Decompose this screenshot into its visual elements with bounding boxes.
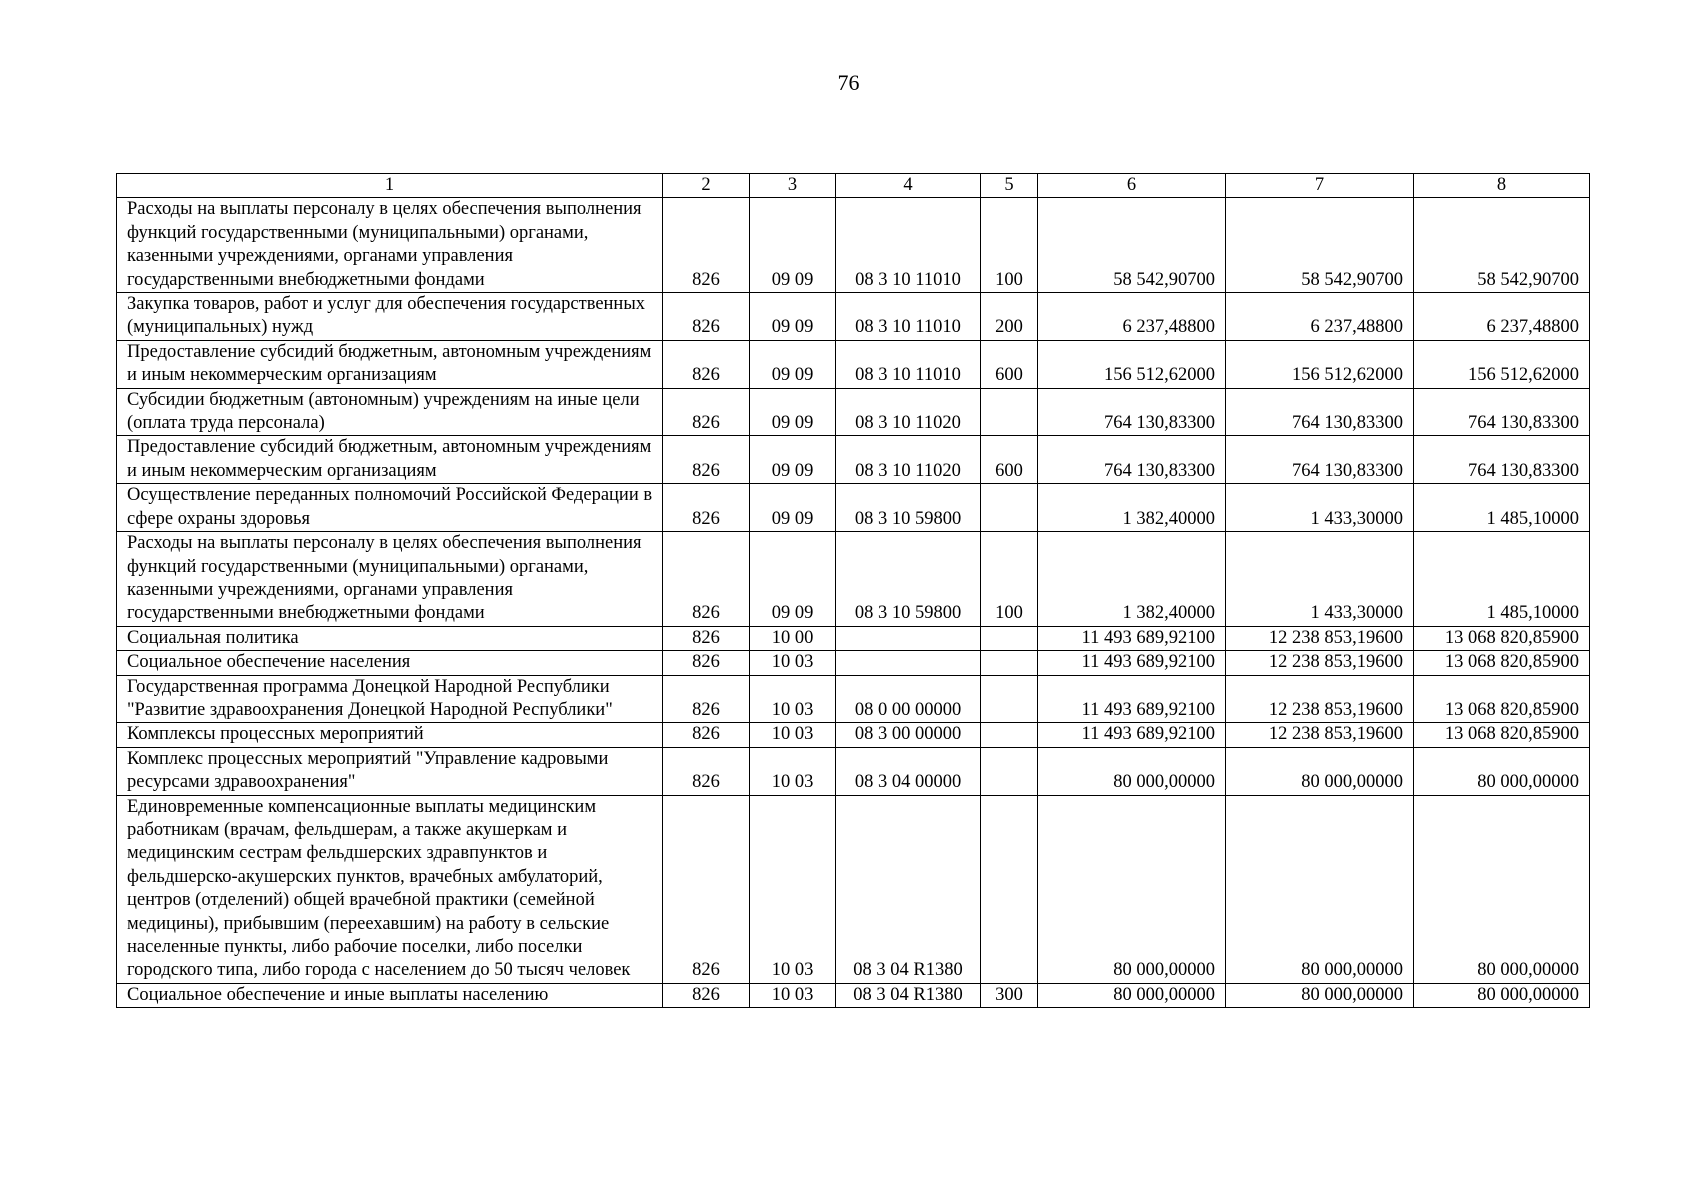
cell-col-6: 58 542,90700 <box>1038 198 1226 293</box>
table-row <box>117 651 1590 675</box>
cell-col-3: 09 09 <box>750 340 836 388</box>
cell-col-3: 09 09 <box>750 484 836 532</box>
cell-col-4: 08 3 10 11010 <box>836 198 981 293</box>
col-header-5: 5 <box>981 174 1038 198</box>
cell-col-6: 156 512,62000 <box>1038 340 1226 388</box>
cell-col-2: 826 <box>663 626 750 650</box>
col-header-6: 6 <box>1038 174 1226 198</box>
cell-col-5 <box>981 484 1038 532</box>
cell-col-3: 09 09 <box>750 198 836 293</box>
cell-col-6: 11 493 689,92100 <box>1038 651 1226 675</box>
table-row <box>117 723 1590 747</box>
cell-col-8: 1 485,10000 <box>1414 484 1590 532</box>
cell-col-4: 08 3 04 R1380 <box>836 795 981 983</box>
row-description: Предоставление субсидий бюджетным, автономным учреждениям и иным некоммерческим организациям <box>117 436 663 484</box>
cell-col-2: 826 <box>663 651 750 675</box>
cell-col-3: 10 03 <box>750 747 836 795</box>
cell-col-2: 826 <box>663 340 750 388</box>
cell-col-4 <box>836 626 981 650</box>
table-row <box>117 293 1590 341</box>
row-description: Расходы на выплаты персоналу в целях обеспечения выполнения функций государственными (муниципальными) органами, казенными учреждениями, органами управления государственными внебюджетными фондами <box>117 198 663 293</box>
table-row <box>117 388 1590 436</box>
cell-col-4: 08 3 10 59800 <box>836 532 981 627</box>
cell-col-8: 1 485,10000 <box>1414 532 1590 627</box>
cell-col-7: 12 238 853,19600 <box>1226 723 1414 747</box>
cell-col-2: 826 <box>663 293 750 341</box>
cell-col-5 <box>981 388 1038 436</box>
cell-col-3: 10 03 <box>750 723 836 747</box>
table-row <box>117 340 1590 388</box>
cell-col-7: 6 237,48800 <box>1226 293 1414 341</box>
cell-col-7: 1 433,30000 <box>1226 532 1414 627</box>
col-header-1: 1 <box>117 174 663 198</box>
cell-col-2: 826 <box>663 983 750 1007</box>
cell-col-6: 1 382,40000 <box>1038 484 1226 532</box>
cell-col-8: 764 130,83300 <box>1414 388 1590 436</box>
cell-col-5 <box>981 651 1038 675</box>
cell-col-4 <box>836 651 981 675</box>
row-description: Социальная политика <box>117 626 663 650</box>
row-description: Комплексы процессных мероприятий <box>117 723 663 747</box>
cell-col-6: 1 382,40000 <box>1038 532 1226 627</box>
cell-col-4: 08 3 04 R1380 <box>836 983 981 1007</box>
cell-col-6: 80 000,00000 <box>1038 983 1226 1007</box>
cell-col-5 <box>981 723 1038 747</box>
cell-col-8: 80 000,00000 <box>1414 795 1590 983</box>
col-header-2: 2 <box>663 174 750 198</box>
row-description: Социальное обеспечение и иные выплаты населению <box>117 983 663 1007</box>
cell-col-4: 08 3 00 00000 <box>836 723 981 747</box>
row-description: Субсидии бюджетным (автономным) учреждениям на иные цели (оплата труда персонала) <box>117 388 663 436</box>
cell-col-2: 826 <box>663 723 750 747</box>
cell-col-7: 1 433,30000 <box>1226 484 1414 532</box>
cell-col-3: 10 00 <box>750 626 836 650</box>
cell-col-7: 764 130,83300 <box>1226 388 1414 436</box>
table-row <box>117 747 1590 795</box>
row-description: Социальное обеспечение населения <box>117 651 663 675</box>
cell-col-8: 80 000,00000 <box>1414 983 1590 1007</box>
table-row <box>117 795 1590 983</box>
cell-col-2: 826 <box>663 795 750 983</box>
cell-col-8: 80 000,00000 <box>1414 747 1590 795</box>
cell-col-2: 826 <box>663 436 750 484</box>
cell-col-7: 58 542,90700 <box>1226 198 1414 293</box>
col-header-4: 4 <box>836 174 981 198</box>
table-row <box>117 626 1590 650</box>
cell-col-8: 13 068 820,85900 <box>1414 723 1590 747</box>
cell-col-2: 826 <box>663 675 750 723</box>
cell-col-5 <box>981 747 1038 795</box>
col-header-7: 7 <box>1226 174 1414 198</box>
cell-col-8: 764 130,83300 <box>1414 436 1590 484</box>
cell-col-5 <box>981 795 1038 983</box>
cell-col-7: 80 000,00000 <box>1226 795 1414 983</box>
table-row <box>117 532 1590 627</box>
budget-table <box>116 173 1590 1008</box>
cell-col-3: 10 03 <box>750 983 836 1007</box>
row-description: Закупка товаров, работ и услуг для обеспечения государственных (муниципальных) нужд <box>117 293 663 341</box>
cell-col-3: 09 09 <box>750 293 836 341</box>
row-description: Предоставление субсидий бюджетным, автономным учреждениям и иным некоммерческим организациям <box>117 340 663 388</box>
cell-col-6: 11 493 689,92100 <box>1038 723 1226 747</box>
cell-col-3: 09 09 <box>750 436 836 484</box>
cell-col-7: 156 512,62000 <box>1226 340 1414 388</box>
row-description: Единовременные компенсационные выплаты медицинским работникам (врачам, фельдшерам, а также акушеркам и медицинским сестрам фельдшерских здравпунктов и фельдшерско-акушерских пунктов, врачебных амбулаторий, центров (отделений) общей врачебной практики (семейной медицины), прибывшим (переехавшим) на работу в сельские населенные пункты, либо рабочие поселки, либо поселки городского типа, либо города с населением до 50 тысяч человек <box>117 795 663 983</box>
table-row <box>117 675 1590 723</box>
cell-col-7: 12 238 853,19600 <box>1226 675 1414 723</box>
cell-col-8: 6 237,48800 <box>1414 293 1590 341</box>
cell-col-8: 13 068 820,85900 <box>1414 651 1590 675</box>
table-row <box>117 484 1590 532</box>
cell-col-7: 764 130,83300 <box>1226 436 1414 484</box>
table-body <box>117 198 1590 1008</box>
cell-col-3: 10 03 <box>750 651 836 675</box>
row-description: Государственная программа Донецкой Народной Республики "Развитие здравоохранения Донецкой Народной Республики" <box>117 675 663 723</box>
cell-col-4: 08 0 00 00000 <box>836 675 981 723</box>
cell-col-5 <box>981 675 1038 723</box>
cell-col-8: 58 542,90700 <box>1414 198 1590 293</box>
page-number: 76 <box>837 70 860 95</box>
cell-col-4: 08 3 10 11020 <box>836 388 981 436</box>
cell-col-3: 10 03 <box>750 675 836 723</box>
cell-col-3: 09 09 <box>750 532 836 627</box>
cell-col-5: 600 <box>981 436 1038 484</box>
cell-col-5: 300 <box>981 983 1038 1007</box>
cell-col-6: 80 000,00000 <box>1038 795 1226 983</box>
cell-col-2: 826 <box>663 198 750 293</box>
cell-col-8: 13 068 820,85900 <box>1414 675 1590 723</box>
cell-col-4: 08 3 04 00000 <box>836 747 981 795</box>
cell-col-3: 09 09 <box>750 388 836 436</box>
cell-col-4: 08 3 10 59800 <box>836 484 981 532</box>
cell-col-6: 11 493 689,92100 <box>1038 626 1226 650</box>
cell-col-7: 80 000,00000 <box>1226 983 1414 1007</box>
col-header-8: 8 <box>1414 174 1590 198</box>
cell-col-2: 826 <box>663 747 750 795</box>
cell-col-5: 600 <box>981 340 1038 388</box>
cell-col-5 <box>981 626 1038 650</box>
table-row <box>117 198 1590 293</box>
cell-col-5: 100 <box>981 532 1038 627</box>
cell-col-7: 80 000,00000 <box>1226 747 1414 795</box>
table-row <box>117 436 1590 484</box>
row-description: Расходы на выплаты персоналу в целях обеспечения выполнения функций государственными (муниципальными) органами, казенными учреждениями, органами управления государственными внебюджетными фондами <box>117 532 663 627</box>
cell-col-6: 764 130,83300 <box>1038 388 1226 436</box>
cell-col-6: 764 130,83300 <box>1038 436 1226 484</box>
row-description: Комплекс процессных мероприятий "Управление кадровыми ресурсами здравоохранения" <box>117 747 663 795</box>
cell-col-7: 12 238 853,19600 <box>1226 626 1414 650</box>
cell-col-5: 100 <box>981 198 1038 293</box>
cell-col-5: 200 <box>981 293 1038 341</box>
cell-col-8: 13 068 820,85900 <box>1414 626 1590 650</box>
cell-col-2: 826 <box>663 388 750 436</box>
header-row <box>117 174 1590 198</box>
cell-col-8: 156 512,62000 <box>1414 340 1590 388</box>
table-row <box>117 983 1590 1007</box>
cell-col-6: 6 237,48800 <box>1038 293 1226 341</box>
cell-col-6: 11 493 689,92100 <box>1038 675 1226 723</box>
cell-col-4: 08 3 10 11020 <box>836 436 981 484</box>
cell-col-6: 80 000,00000 <box>1038 747 1226 795</box>
col-header-3: 3 <box>750 174 836 198</box>
cell-col-7: 12 238 853,19600 <box>1226 651 1414 675</box>
cell-col-2: 826 <box>663 484 750 532</box>
cell-col-4: 08 3 10 11010 <box>836 340 981 388</box>
cell-col-4: 08 3 10 11010 <box>836 293 981 341</box>
cell-col-3: 10 03 <box>750 795 836 983</box>
cell-col-2: 826 <box>663 532 750 627</box>
row-description: Осуществление переданных полномочий Российской Федерации в сфере охраны здоровья <box>117 484 663 532</box>
